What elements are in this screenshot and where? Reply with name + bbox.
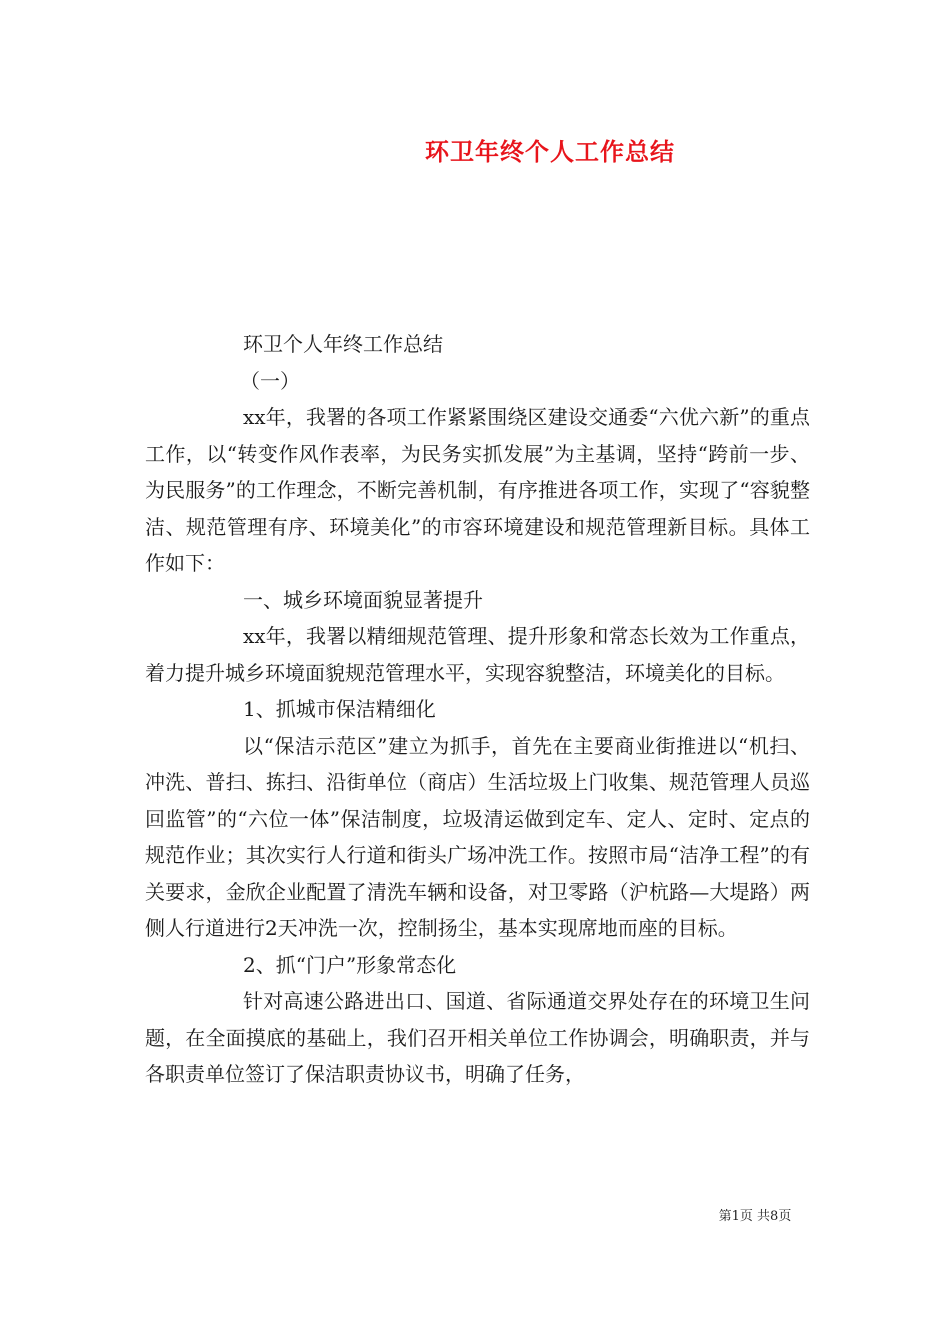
heading-paragraph: 一、城乡环境面貌显著提升 <box>243 587 483 612</box>
body-paragraph: xx年，我署的各项工作紧紧围绕区建设交通委“六优六新”的重点工作，以“转变作风作表率，为民务实抓发展”为主基调，坚持“跨前一步、为民服务”的工作理念，不断完善机制，有序推进各项工作，实现了“容貌整洁、规范管理有序、环境美化”的市容环境建设和规范管理新目标。具体工作如下： <box>145 405 810 575</box>
document-body <box>145 326 810 1093</box>
body-paragraph: xx年，我署以精细规范管理、提升形象和常态长效为工作重点，着力提升城乡环境面貌规范管理水平，实现容貌整洁，环境美化的目标。 <box>145 624 810 685</box>
page-footer: 第1页 共8页 <box>718 1209 792 1224</box>
heading-paragraph: 2、抓“门户”形象常态化 <box>243 952 457 977</box>
body-paragraph: 以“保洁示范区”建立为抓手，首先在主要商业街推进以“机扫、冲洗、普扫、拣扫、沿街单位（商店）生活垃圾上门收集、规范管理人员巡回监管”的“六位一体”保洁制度，垃圾清运做到定车、定人、定时、定点的规范作业；其次实行人行道和街头广场冲洗工作。按照市局“洁净工程”的有关要求，金欣企业配置了清洗车辆和设备，对卫零路（沪杭路—大堤路）两侧人行道进行2天冲洗一次，控制扬尘，基本实现席地而座的目标。 <box>145 733 810 940</box>
subtitle-paragraph: 环卫个人年终工作总结 <box>243 332 443 356</box>
section-number-paragraph: （一） <box>240 368 300 393</box>
body-paragraph: 针对高速公路进出口、国道、省际通道交界处存在的环境卫生问题，在全面摸底的基础上，我们召开相关单位工作协调会，明确职责，并与各职责单位签订了保洁职责协议书，明确了任务， <box>145 989 810 1086</box>
heading-paragraph: 1、抓城市保洁精细化 <box>243 697 436 721</box>
document-title: 环卫年终个人工作总结 <box>425 137 675 166</box>
